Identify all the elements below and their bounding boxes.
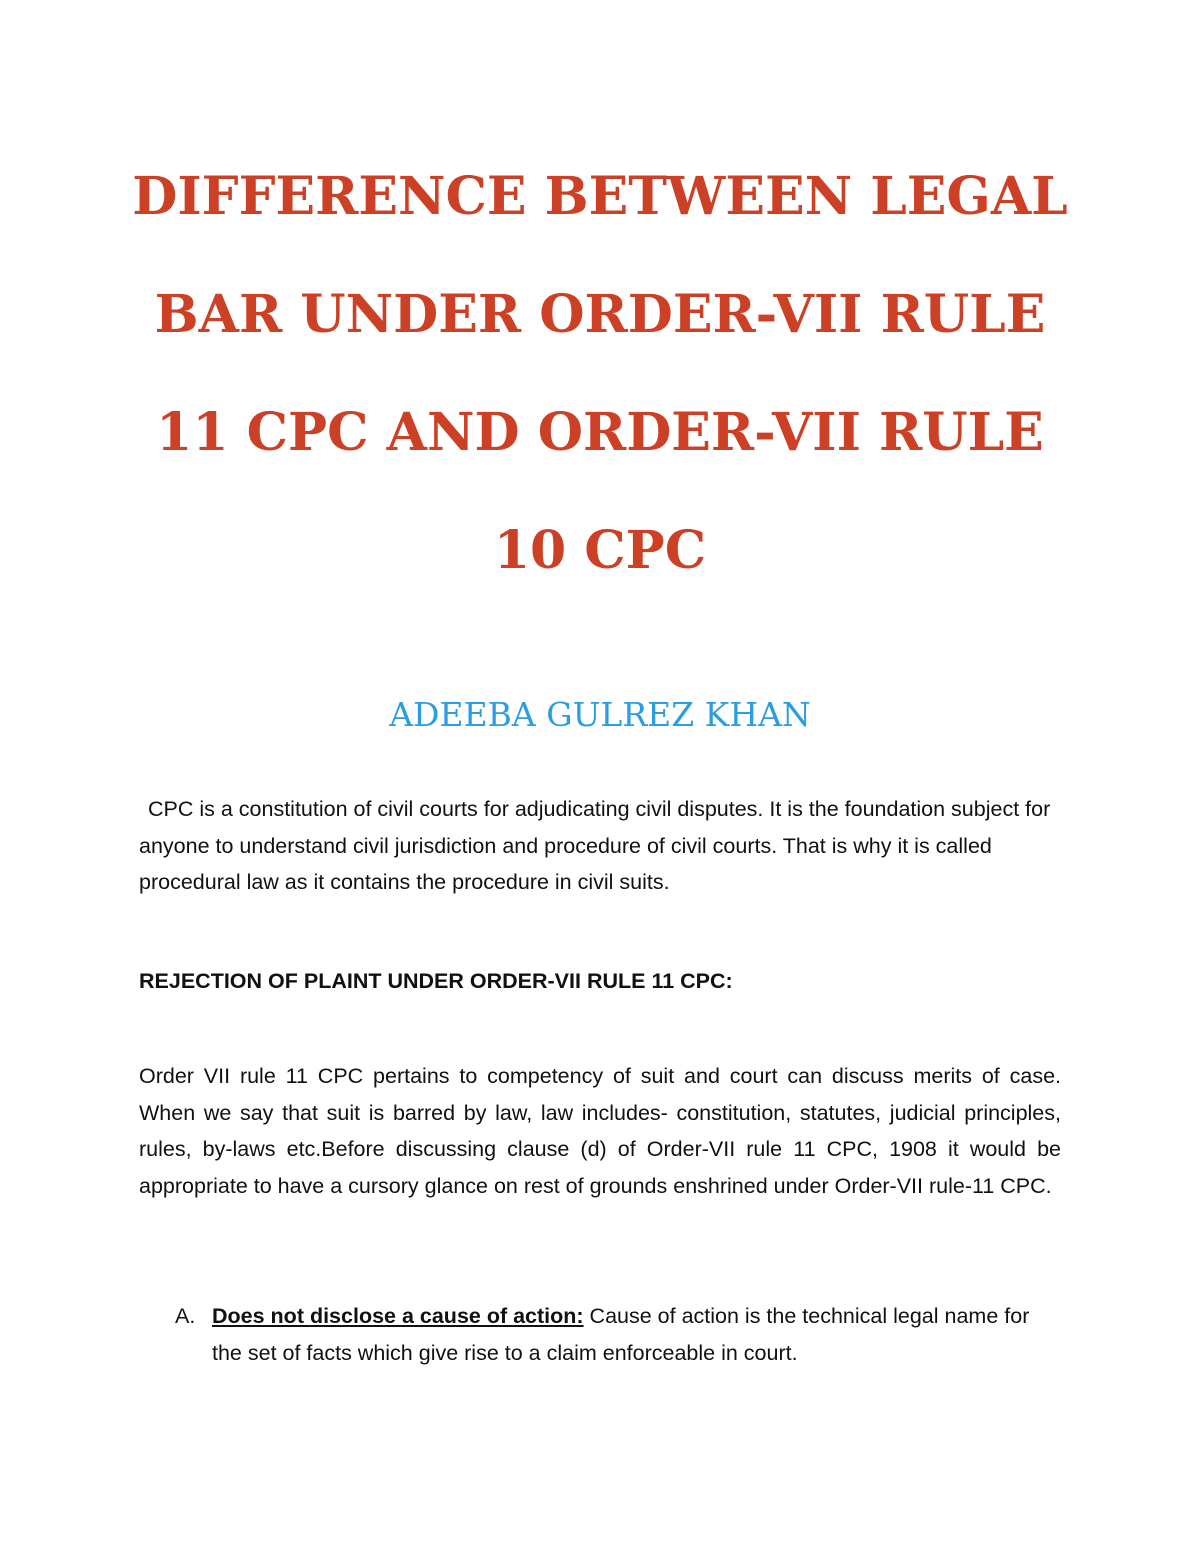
document-title: DIFFERENCE BETWEEN LEGAL BAR UNDER ORDER-VII RULE 11 CPC AND ORDER-VII RULE 10 CPC xyxy=(132,166,1068,581)
list-item-marker: A. xyxy=(175,1304,196,1328)
document-author: ADEEBA GULREZ KHAN xyxy=(389,695,811,734)
section-paragraph: Order VII rule 11 CPC pertains to competency of suit and court can discuss merits of case. When we say that suit is barred by law, law includes- constitution, statutes, judicial principles, rules, by-laws etc.Before discussing clause (d) of Order-VII rule 11 CPC, 1908 it would be appropriate to have a cursory glance on rest of grounds enshrined under Order-VII rule-11 CPC. xyxy=(139,1064,1061,1198)
list-item-text: Cause of action is the technical legal name for the set of facts which give rise to a claim enforceable in court. xyxy=(212,1304,1030,1365)
intro-paragraph: CPC is a constitution of civil courts for adjudicating civil disputes. It is the foundation subject for anyone to understand civil jurisdiction and procedure of civil courts. That is why it is called procedural law as it contains the procedure in civil suits. xyxy=(139,797,1051,894)
list-item-term: Does not disclose a cause of action: xyxy=(212,1304,584,1328)
list-item xyxy=(139,1298,1061,1371)
section-heading: REJECTION OF PLAINT UNDER ORDER-VII RULE 11 CPC: xyxy=(139,969,733,993)
grounds-list xyxy=(139,1298,1061,1371)
